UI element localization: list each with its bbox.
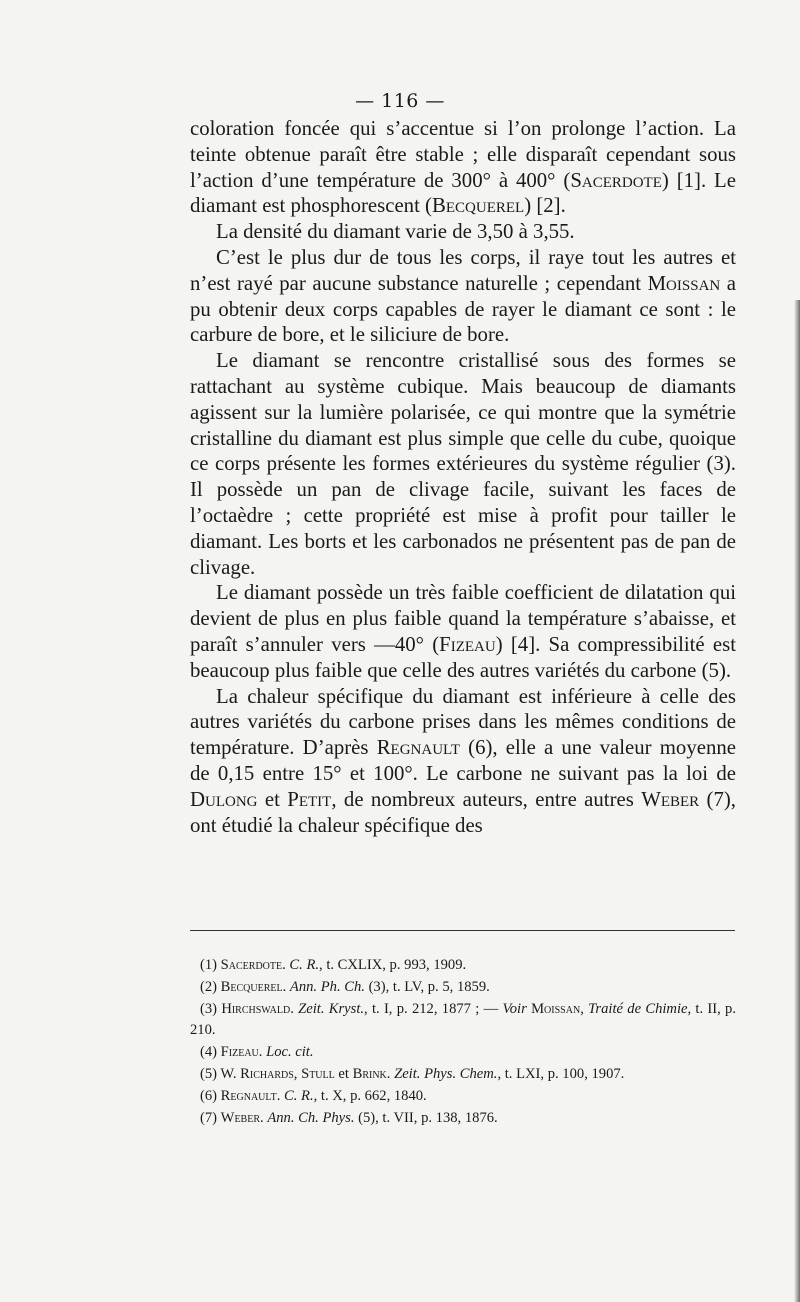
- citation-title: Ann. Ph. Ch.: [289, 978, 365, 995]
- text-run: (6): [200, 1087, 221, 1104]
- footnote-divider: [190, 930, 735, 931]
- text-run: (3): [200, 1000, 222, 1017]
- text-run: (7), ont étudié la chaleur spécifique des: [190, 787, 736, 837]
- citation-title: Voir: [502, 1000, 527, 1017]
- author-name: Weber: [220, 1109, 261, 1126]
- text-run: .: [282, 978, 290, 995]
- citation-title: C. R.: [289, 957, 320, 973]
- text-run: .: [260, 1109, 268, 1126]
- footnote: [190, 1086, 736, 1108]
- text-run: et: [257, 787, 288, 811]
- citation-title: Zeit. Phys. Chem.: [394, 1065, 498, 1082]
- text-run: , de nombreux auteurs, entre autres: [331, 787, 642, 811]
- author-name: Regnault: [220, 1087, 277, 1104]
- text-run: Le diamant possède un très faible coefficient de dilatation qui devient de plus en plus faible quand la température s’abaisse, et paraît s’annuler vers —40° (: [190, 581, 736, 656]
- text-run: a pu obtenir deux corps capables de rayer le diamant ce sont : le carbure de bore, et le siliciure de bore.: [190, 271, 736, 347]
- text-run: , t. II, p. 210.: [190, 1000, 737, 1039]
- text-run: ) [4]. Sa compressibilité est beaucoup plus faible que celle des autres variétés du carbone (5).: [190, 632, 736, 682]
- text-run: (6), elle a une valeur moyenne de 0,15 entre 15° et 100°. Le carbone ne suivant pas la loi de: [190, 736, 736, 785]
- author-name: Regnault: [376, 736, 460, 760]
- text-run: coloration foncée qui s’accentue si l’on prolonge l’action. La teinte obtenue paraît être stable ; elle disparaît cependant sous l’action d’une température de 300° à 400° (: [190, 117, 736, 192]
- text-run: (3), t. LV, p. 5, 1859.: [364, 978, 490, 995]
- page-edge-shadow: [794, 300, 800, 1302]
- text-run: (1): [200, 957, 221, 973]
- author-name: Dulong: [190, 787, 258, 811]
- footnote: [190, 1108, 736, 1130]
- paragraph: [190, 580, 736, 683]
- text-run: ) [2].: [524, 194, 566, 218]
- text-run: C’est le plus dur de tous les corps, il raye tout les autres et n’est rayé par aucune substance naturelle ; cependant: [190, 245, 736, 295]
- author-name: Richards: [240, 1065, 294, 1082]
- author-name: Sacerdote: [220, 957, 283, 973]
- paragraph: [190, 219, 736, 245]
- text-run: (5) W.: [200, 1065, 241, 1082]
- author-name: Fizeau: [439, 632, 496, 656]
- citation-title: Ann. Ch. Phys.: [267, 1109, 355, 1126]
- citation-title: Loc. cit.: [266, 1044, 314, 1061]
- paragraph: [190, 116, 736, 219]
- author-name: Fizeau: [220, 1044, 259, 1061]
- footnote: [190, 999, 736, 1043]
- footnote: [190, 1042, 736, 1064]
- author-name: Sacerdote: [570, 168, 662, 192]
- body-text: [190, 116, 736, 838]
- text-run: .: [282, 957, 290, 973]
- text-run: .: [276, 1087, 284, 1104]
- text-run: .: [290, 1000, 299, 1017]
- citation-title: Zeit. Kryst.: [298, 1000, 365, 1017]
- text-run: .: [386, 1065, 395, 1082]
- paragraph: [190, 684, 736, 839]
- author-name: Moissan: [531, 1000, 581, 1017]
- text-run: , t. X, p. 662, 1840.: [313, 1087, 427, 1104]
- text-run: .: [258, 1044, 267, 1061]
- text-run: (7): [200, 1109, 221, 1126]
- text-run: Le diamant se rencontre cristallisé sous des formes se rattachant au système cubique. Mais beaucoup de diamants agissent sur la lumière polarisée, ce qui montre que la symétrie cristalline du diamant est plus simple que celle du cube, quoique ce corps présente les formes extérieures du système régulier (3). Il possède un pan de clivage facile, suivant les faces de l’octaèdre ; cette propriété est mise à profit pour tailler le diamant. Les borts et les carbonados ne présentent pas de pan de clivage.: [190, 349, 736, 579]
- author-name: Weber: [641, 787, 700, 811]
- footnote: [190, 977, 736, 999]
- author-name: Hirchswald: [221, 1000, 291, 1017]
- text-run: ,: [580, 1000, 589, 1017]
- text-run: , t. LXI, p. 100, 1907.: [497, 1065, 625, 1082]
- author-name: Becquerel: [432, 194, 525, 218]
- author-name: Brink: [352, 1065, 387, 1082]
- footnotes: [190, 955, 736, 1129]
- text-run: et: [334, 1065, 353, 1082]
- text-run: (5), t. VII, p. 138, 1876.: [354, 1109, 498, 1126]
- text-run: La chaleur spécifique du diamant est inférieure à celle des autres variétés du carbone prises dans les mêmes conditions de température. D’après: [190, 684, 736, 760]
- text-run: , t. CXLIX, p. 993, 1909.: [319, 957, 467, 973]
- footnote: [190, 955, 736, 977]
- citation-title: C. R.: [284, 1087, 314, 1104]
- citation-title: Traité de Chimie: [588, 1000, 688, 1017]
- author-name: Moissan: [647, 271, 721, 295]
- author-name: Petit: [287, 787, 332, 811]
- text-run: La densité du diamant varie de 3,50 à 3,55.: [216, 220, 575, 244]
- author-name: Stull: [301, 1065, 335, 1082]
- author-name: Becquerel: [220, 978, 283, 995]
- text-run: , t. I, p. 212, 1877 ; —: [364, 1000, 503, 1017]
- text-run: (2): [200, 978, 221, 995]
- footnote: [190, 1064, 736, 1086]
- page-number: — 116 —: [355, 90, 445, 112]
- text-run: ) [1]. Le diamant est phosphorescent (: [190, 168, 736, 218]
- text-run: (4): [200, 1044, 221, 1061]
- paragraph: [190, 348, 736, 580]
- text-run: ,: [293, 1065, 302, 1082]
- paragraph: [190, 245, 736, 348]
